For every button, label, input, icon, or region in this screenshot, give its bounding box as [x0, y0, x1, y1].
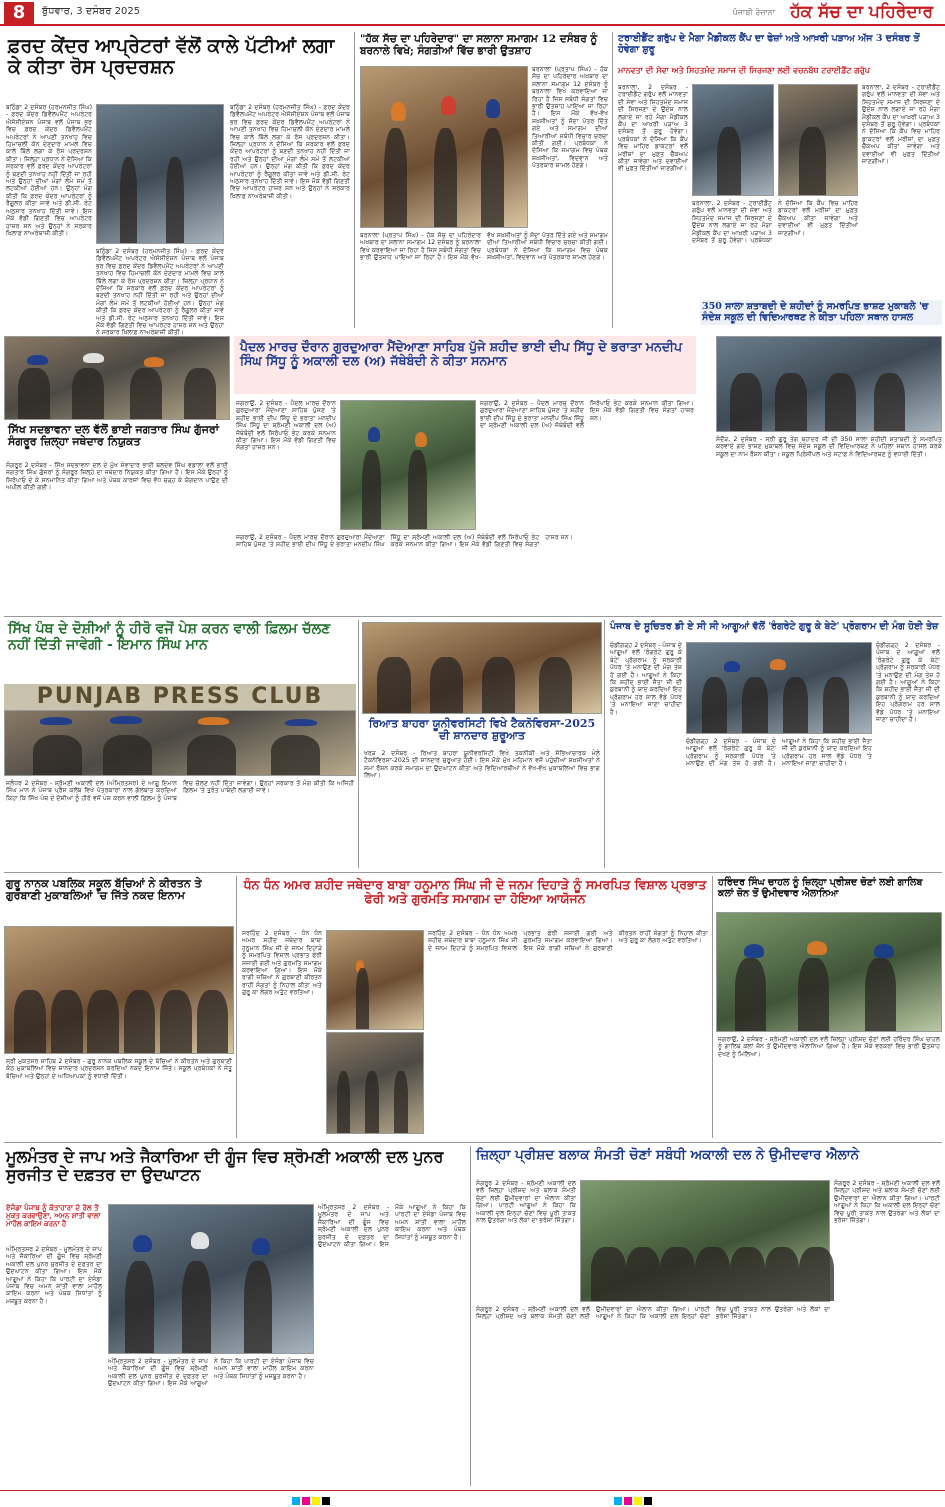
news-photo: [716, 912, 942, 1032]
news-photo-2: [778, 84, 858, 196]
article-body: ਜਲੰਧਰ 2 ਦਸੰਬਰ - ਸ਼੍ਰੋਮਣੀ ਅਕਾਲੀ ਦਲ (ਅੰਮ੍ਰਿਤਸਰ) ਦੇ ਆਗੂ ਇਮਾਨ ਸਿੰਘ ਮਾਨ ਨੇ ਪੰਜਾਬ ਪ੍ਰੈਸ ਕਲੱਬ ਵਿਖੇ ਪੱਤਰਕਾਰਾਂ ਨਾਲ ਗੱਲਬਾਤ ਕਰਦਿਆਂ ਕਿਹਾ ਕਿ ਸਿੱਖ ਪੰਥ ਦੇ ਦੋਸ਼ੀਆਂ ਨੂੰ ਹੀਰੋ ਵਜੋਂ ਪੇਸ਼ ਕਰਨ ਵਾਲੀ ਫ਼ਿਲਮ ਨੂੰ ਪੰਜਾਬ ਵਿਚ ਚੱਲਣ ਨਹੀਂ ਦਿੱਤਾ ਜਾਵੇਗਾ। ਉਨ੍ਹਾਂ ਸਰਕਾਰ ਤੋਂ ਮੰਗ ਕੀਤੀ ਕਿ ਅਜਿਹੀ ਫ਼ਿਲਮ 'ਤੇ ਤੁਰੰਤ ਪਾਬੰਦੀ ਲਗਾਈ ਜਾਵੇ।: [6, 780, 354, 802]
article-body-cont-2: ਸੰਗਰੂਰ 2 ਦਸੰਬਰ - ਸ਼੍ਰੋਮਣੀ ਅਕਾਲੀ ਦਲ ਵਲੋਂ ਜ਼ਿਲ੍ਹਾ ਪ੍ਰੀਸ਼ਦ ਅਤੇ ਬਲਾਕ ਸੰਮਤੀ ਚੋਣਾਂ ਲਈ ਉਮੀਦਵਾਰਾਂ ਦਾ ਐਲਾਨ ਕੀਤਾ ਗਿਆ। ਪਾਰਟੀ ਆਗੂਆਂ ਨੇ ਕਿਹਾ ਕਿ ਅਕਾਲੀ ਦਲ ਇਨ੍ਹਾਂ ਚੋਣਾਂ ਵਿਚ ਪੂਰੀ ਤਾਕਤ ਨਾਲ ਉਤਰੇਗਾ ਅਤੇ ਲੋਕਾਂ ਦਾ ਭਰੋਸਾ ਜਿੱਤੇਗਾ।: [834, 1180, 940, 1225]
article-candidates-announced: [474, 1146, 942, 1486]
article-trident-camp: [616, 32, 942, 300]
article-sadbhavna-dal: [4, 336, 230, 612]
headline: 350 ਸਾਲਾ ਸ਼ਤਾਬਦੀ ਦੇ ਸ਼ਹੀਦਾਂ ਨੂੰ ਸਮਰਪਿਤ ਭਾਸ਼ਣ ਮੁਕਾਬਲੇ 'ਚ ਸੰਦੇਸ਼ ਸਕੂਲ ਦੀ ਵਿਦਿਆਰਥਣ ਨੇ ਕੀਤਾ ਪਹਿਲਾ ਸਥਾਨ ਹਾਸਲ: [700, 300, 942, 325]
article-body: ਜਗਰਾਉਂ, 2 ਦਸੰਬਰ - ਸ਼੍ਰੋਮਣੀ ਅਕਾਲੀ ਦਲ ਵਲੋਂ ਜ਼ਿਲ੍ਹਾ ਪ੍ਰੀਸ਼ਦ ਚੋਣਾਂ ਲਈ ਹਰਿੰਦਰ ਸਿੰਘ ਚਾਹਲ ਨੂੰ ਗਾਲਿਬ ਕਲਾਂ ਜ਼ੋਨ ਤੋਂ ਉਮੀਦਵਾਰ ਐਲਾਨਿਆ ਗਿਆ ਹੈ। ਇਸ ਮੌਕੇ ਵਰਕਰਾਂ ਵਿਚ ਭਾਰੀ ਉਤਸ਼ਾਹ ਦੇਖਣ ਨੂੰ ਮਿਲਿਆ।: [718, 1036, 940, 1058]
news-photo: [340, 400, 476, 530]
article-body: ਜਗਰਾਉਂ, 2 ਦਸੰਬਰ - ਪੈਦਲ ਮਾਰਚ ਦੌਰਾਨ ਗੁਰਦੁਆਰਾ ਮੈਂਦੇਆਣਾ ਸਾਹਿਬ ਪੁੱਜਣ 'ਤੇ ਸ਼ਹੀਦ ਭਾਈ ਦੀਪ ਸਿੱਧੂ ਦੇ ਭਰਾਤਾ ਮਨਦੀਪ ਸਿੰਘ ਸਿੱਧੂ ਦਾ ਸ਼੍ਰੋਮਣੀ ਅਕਾਲੀ ਦਲ (ਅ) ਜੱਥੇਬੰਦੀ ਵਲੋਂ ਸਿਰੋਪਾਓ ਭੇਟ ਕਰਕੇ ਸਨਮਾਨ ਕੀਤਾ ਗਿਆ। ਇਸ ਮੌਕੇ ਵੱਡੀ ਗਿਣਤੀ ਵਿਚ ਸੰਗਤਾਂ ਹਾਜ਼ਰ ਸਨ।: [236, 400, 336, 452]
article-body-cont: ਬਰਨਾਲਾ (ਪ੍ਰਤਾਪ ਸਿੰਘ) - ਹੱਕ ਸੱਚ ਦਾ ਪਹਿਰੇਦਾਰ ਅਖ਼ਬਾਰ ਦਾ ਸਲਾਨਾ ਸਮਾਗਮ 12 ਦਸੰਬਰ ਨੂੰ ਬਰਨਾਲਾ ਵਿਖੇ ਕਰਵਾਇਆ ਜਾ ਰਿਹਾ ਹੈ ਜਿਸ ਸਬੰਧੀ ਸੰਗਤਾਂ ਵਿਚ ਭਾਰੀ ਉਤਸ਼ਾਹ ਪਾਇਆ ਜਾ ਰਿਹਾ ਹੈ। ਇਸ ਮੌਕੇ ਵੱਖ-ਵੱਖ ਸ਼ਖ਼ਸੀਅਤਾਂ ਨੂੰ ਸੱਦਾ ਪੱਤਰ ਦਿੱਤੇ ਗਏ ਅਤੇ ਸਮਾਗਮ ਦੀਆਂ ਤਿਆਰੀਆਂ ਸਬੰਧੀ ਵਿਚਾਰ ਚਰਚਾ ਕੀਤੀ ਗਈ। ਪ੍ਰਬੰਧਕਾਂ ਨੇ ਦੱਸਿਆ ਕਿ ਸਮਾਗਮ ਵਿਚ ਪੰਥਕ ਸ਼ਖ਼ਸੀਅਤਾਂ, ਵਿਦਵਾਨ ਅਤੇ ਪੱਤਰਕਾਰ ਸ਼ਾਮਲ ਹੋਣਗੇ।: [360, 232, 608, 262]
headline: ਟਰਾਈਡੈਂਟ ਗਰੁੱਪ ਦੇ ਮੈਗਾ ਮੈਡੀਕਲ ਕੈਂਪ ਦਾ ਫੇਜ਼ਾਂ ਅਤੇ ਆਖ਼ਰੀ ਪੜਾਅ ਅੱਜ 3 ਦਸੰਬਰ ਤੋਂ ਹੋਵੇਗਾ ਸ਼ੁਰੂ: [618, 33, 920, 55]
article-body-cont: ਜਗਰਾਉਂ, 2 ਦਸੰਬਰ - ਪੈਦਲ ਮਾਰਚ ਦੌਰਾਨ ਗੁਰਦੁਆਰਾ ਮੈਂਦੇਆਣਾ ਸਾਹਿਬ ਪੁੱਜਣ 'ਤੇ ਸ਼ਹੀਦ ਭਾਈ ਦੀਪ ਸਿੱਧੂ ਦੇ ਭਰਾਤਾ ਮਨਦੀਪ ਸਿੰਘ ਸਿੱਧੂ ਦਾ ਸ਼੍ਰੋਮਣੀ ਅਕਾਲੀ ਦਲ (ਅ) ਜੱਥੇਬੰਦੀ ਵਲੋਂ ਸਿਰੋਪਾਓ ਭੇਟ ਕਰਕੇ ਸਨਮਾਨ ਕੀਤਾ ਗਿਆ। ਇਸ ਮੌਕੇ ਵੱਡੀ ਗਿਣਤੀ ਵਿਚ ਸੰਗਤਾਂ ਹਾਜ਼ਰ ਸਨ।: [480, 400, 694, 430]
headline: ਹਰਿੰਦਰ ਸਿੰਘ ਚਾਹਲ ਨੂੰ ਜ਼ਿਲ੍ਹਾ ਪ੍ਰੀਸ਼ਦ ਚੋਣਾਂ ਲਈ ਗਾਲਿਬ ਕਲਾਂ ਜ਼ੋਨ ਤੋਂ ਉਮੀਦਵਾਰ ਐਲਾਨਿਆ: [718, 877, 923, 899]
press-club-banner: PUNJAB PRESS CLUB: [4, 684, 356, 710]
article-body-cont: ਸਰਹਿੰਦ 2 ਦਸੰਬਰ - ਧੰਨ ਧੰਨ ਅਮਰ ਸ਼ਹੀਦ ਜਥੇਦਾਰ ਬਾਬਾ ਹਨੂਮਾਨ ਸਿੰਘ ਜੀ ਦੇ ਜਨਮ ਦਿਹਾੜੇ ਨੂੰ ਸਮਰਪਿਤ ਵਿਸ਼ਾਲ ਪ੍ਰਭਾਤ ਫੇਰੀ ਸਜਾਈ ਗਈ ਅਤੇ ਗੁਰਮਤਿ ਸਮਾਗਮ ਕਰਵਾਇਆ ਗਿਆ। ਇਸ ਮੌਕੇ ਰਾਗੀ ਜਥਿਆਂ ਨੇ ਗੁਰਬਾਣੀ ਕੀਰਤਨ ਰਾਹੀਂ ਸੰਗਤਾਂ ਨੂੰ ਨਿਹਾਲ ਕੀਤਾ ਅਤੇ ਗੁਰੂ ਕਾ ਲੰਗਰ ਅਤੁੱਟ ਵਰਤਿਆ।: [428, 930, 708, 952]
subheadline: ਏਜੰਡਾ ਪੰਜਾਬ ਨੂੰ ਕੋਤਾਹਾਰਾ ਦੇ ਰੋਲ ਤੋਂ ਮੁਕਤ ਕਰਵਾਉਣਾ, ਅਮਨ ਸ਼ਾਂਤੀ ਵਾਲਾ ਮਾਹੌਲ ਕਾਇਮ ਕਰਨਾ ਹੈ: [6, 1203, 101, 1228]
article-body: ਅੰਮ੍ਰਿਤਸਰ 2 ਦਸੰਬਰ - ਮੂਲਮੰਤਰ ਦੇ ਜਾਪ ਅਤੇ ਜੈਕਾਰਿਆ ਦੀ ਗੂੰਜ ਵਿਚ ਸ਼੍ਰੋਮਣੀ ਅਕਾਲੀ ਦਲ ਪੁਨਰ ਸੁਰਜੀਤ ਦੇ ਦਫ਼ਤਰ ਦਾ ਉਦਘਾਟਨ ਕੀਤਾ ਗਿਆ। ਇਸ ਮੌਕੇ ਆਗੂਆਂ ਨੇ ਕਿਹਾ ਕਿ ਪਾਰਟੀ ਦਾ ਏਜੰਡਾ ਪੰਜਾਬ ਵਿਚ ਅਮਨ ਸ਼ਾਂਤੀ ਵਾਲਾ ਮਾਹੌਲ ਕਾਇਮ ਕਰਨਾ ਅਤੇ ਪੰਥਕ ਸਿਧਾਂਤਾਂ ਨੂੰ ਮਜ਼ਬੂਤ ਕਰਨਾ ਹੈ।: [6, 1246, 102, 1305]
headline: ਸਿੱਖ ਪੰਥ ਦੇ ਦੋਸ਼ੀਆਂ ਨੂੰ ਹੀਰੋ ਵਜੋਂ ਪੇਸ਼ ਕਰਨ ਵਾਲੀ ਫ਼ਿਲਮ ਚੱਲਣ ਨਹੀਂ ਦਿੱਤੀ ਜਾਵੇਗੀ - ਇਮਾਨ ਸਿੰਘ ਮਾਨ: [8, 621, 331, 653]
brand-tagline: ਪੰਜਾਬੀ ਰੋਜ਼ਾਨਾ: [732, 8, 775, 17]
news-photo: [686, 642, 872, 734]
article-body-cont: ਅੰਮ੍ਰਿਤਸਰ 2 ਦਸੰਬਰ - ਮੂਲਮੰਤਰ ਦੇ ਜਾਪ ਅਤੇ ਜੈਕਾਰਿਆ ਦੀ ਗੂੰਜ ਵਿਚ ਸ਼੍ਰੋਮਣੀ ਅਕਾਲੀ ਦਲ ਪੁਨਰ ਸੁਰਜੀਤ ਦੇ ਦਫ਼ਤਰ ਦਾ ਉਦਘਾਟਨ ਕੀਤਾ ਗਿਆ। ਇਸ ਮੌਕੇ ਆਗੂਆਂ ਨੇ ਕਿਹਾ ਕਿ ਪਾਰਟੀ ਦਾ ਏਜੰਡਾ ਪੰਜਾਬ ਵਿਚ ਅਮਨ ਸ਼ਾਂਤੀ ਵਾਲਾ ਮਾਹੌਲ ਕਾਇਮ ਕਰਨਾ ਅਤੇ ਪੰਥਕ ਸਿਧਾਂਤਾਂ ਨੂੰ ਮਜ਼ਬੂਤ ਕਰਨਾ ਹੈ।: [108, 1358, 314, 1388]
article-body: ਸਰਹਿੰਦ 2 ਦਸੰਬਰ - ਧੰਨ ਧੰਨ ਅਮਰ ਸ਼ਹੀਦ ਜਥੇਦਾਰ ਬਾਬਾ ਹਨੂਮਾਨ ਸਿੰਘ ਜੀ ਦੇ ਜਨਮ ਦਿਹਾੜੇ ਨੂੰ ਸਮਰਪਿਤ ਵਿਸ਼ਾਲ ਪ੍ਰਭਾਤ ਫੇਰੀ ਸਜਾਈ ਗਈ ਅਤੇ ਗੁਰਮਤਿ ਸਮਾਗਮ ਕਰਵਾਇਆ ਗਿਆ। ਇਸ ਮੌਕੇ ਰਾਗੀ ਜਥਿਆਂ ਨੇ ਗੁਰਬਾਣੀ ਕੀਰਤਨ ਰਾਹੀਂ ਸੰਗਤਾਂ ਨੂੰ ਨਿਹਾਲ ਕੀਤਾ ਅਤੇ ਗੁਰੂ ਕਾ ਲੰਗਰ ਅਤੁੱਟ ਵਰਤਿਆ।: [242, 930, 322, 997]
masthead: [0, 0, 945, 26]
article-annual-function: [358, 32, 610, 328]
headline: ਧੰਨ ਧੰਨ ਅਮਰ ਸ਼ਹੀਦ ਜਥੇਦਾਰ ਬਾਬਾ ਹਨੂਮਾਨ ਸਿੰਘ ਜੀ ਦੇ ਜਨਮ ਦਿਹਾੜੇ ਨੂੰ ਸਮਰਪਿਤ ਵਿਸ਼ਾਲ ਪ੍ਰਭਾਤ ਫੇਰੀ ਅਤੇ ਗੁਰਮਤਿ ਸਮਾਗਮ ਦਾ ਹੋਇਆ ਆਯੋਜਨ: [243, 877, 707, 906]
article-body-cont: ਬਰਨਾਲਾ, 2 ਦਸੰਬਰ - ਟਰਾਈਡੈਂਟ ਗਰੁੱਪ ਵਲੋਂ ਮਾਨਵਤਾ ਦੀ ਸੇਵਾ ਅਤੇ ਸਿਹਤਮੰਦ ਸਮਾਜ ਦੀ ਸਿਰਜਣਾ ਦੇ ਉਦੇਸ਼ ਨਾਲ ਲਗਾਏ ਜਾ ਰਹੇ ਮੈਗਾ ਮੈਡੀਕਲ ਕੈਂਪ ਦਾ ਆਖ਼ਰੀ ਪੜਾਅ 3 ਦਸੰਬਰ ਤੋਂ ਸ਼ੁਰੂ ਹੋਵੇਗਾ। ਪ੍ਰਬੰਧਕਾਂ ਨੇ ਦੱਸਿਆ ਕਿ ਕੈਂਪ ਵਿਚ ਮਾਹਿਰ ਡਾਕਟਰਾਂ ਵਲੋਂ ਮਰੀਜ਼ਾਂ ਦਾ ਮੁਫ਼ਤ ਚੈੱਕਅਪ ਕੀਤਾ ਜਾਵੇਗਾ ਅਤੇ ਦਵਾਈਆਂ ਵੀ ਮੁਫ਼ਤ ਦਿੱਤੀਆਂ ਜਾਣਗੀਆਂ।: [692, 200, 858, 245]
article-body-cont: ਬਠਿੰਡਾ 2 ਦਸੰਬਰ (ਹਰਮਨਜੀਤ ਸਿੰਘ) - ਫ਼ਰਦ ਕੇਂਦਰ ਡਿਵੈਲਪਮੈਂਟ ਅਪਰੇਟਰ ਐਸੋਸੀਏਸ਼ਨ ਪੰਜਾਬ ਵਲੋਂ ਪੰਜਾਬ ਭਰ ਵਿਚ ਫ਼ਰਦ ਕੇਂਦਰ ਡਿਵੈਲਪਮੈਂਟ ਅਪਰੇਟਰਾਂ ਨੇ ਆਪਣੀ ਤਨਖਾਹ ਵਿਚ ਹਿਮਾਚਲੀ ਕੋਨ ਦੇਣਦਾਰ ਮਾਮਲੇ ਵਿਚ ਕਾਲੇ ਬਿੱਲੇ ਲਗਾ ਕੇ ਰੋਸ ਪ੍ਰਦਰਸ਼ਨ ਕੀਤਾ। ਜ਼ਿਲ੍ਹਾ ਪ੍ਰਧਾਨ ਨੇ ਦੱਸਿਆ ਕਿ ਸਰਕਾਰ ਵਲੋਂ ਫ਼ਰਦ ਕੇਂਦਰ ਆਪਰੇਟਰਾਂ ਨੂੰ ਬਣਦੀ ਤਨਖਾਹ ਨਹੀਂ ਦਿੱਤੀ ਜਾ ਰਹੀ ਅਤੇ ਉਨ੍ਹਾਂ ਦੀਆਂ ਮੰਗਾਂ ਲੰਮੇ ਸਮੇਂ ਤੋਂ ਲਟਕੀਆਂ ਹੋਈਆਂ ਹਨ। ਉਨ੍ਹਾਂ ਮੰਗ ਕੀਤੀ ਕਿ ਫ਼ਰਦ ਕੇਂਦਰ ਆਪਰੇਟਰਾਂ ਨੂੰ ਰੈਗੂਲਰ ਕੀਤਾ ਜਾਵੇ ਅਤੇ ਡੀ.ਸੀ. ਰੇਟ ਅਨੁਸਾਰ ਤਨਖਾਹ ਦਿੱਤੀ ਜਾਵੇ। ਇਸ ਮੌਕੇ ਵੱਡੀ ਗਿਣਤੀ ਵਿਚ ਆਪਰੇਟਰ ਹਾਜ਼ਰ ਸਨ ਅਤੇ ਉਨ੍ਹਾਂ ਨੇ ਸਰਕਾਰ ਖ਼ਿਲਾਫ਼ ਨਾਅਰੇਬਾਜ਼ੀ ਕੀਤੀ।: [96, 248, 224, 337]
page-number: 8: [4, 2, 34, 24]
article-body: ਬਰਨਾਲਾ (ਪ੍ਰਤਾਪ ਸਿੰਘ) - ਹੱਕ ਸੱਚ ਦਾ ਪਹਿਰੇਦਾਰ ਅਖ਼ਬਾਰ ਦਾ ਸਲਾਨਾ ਸਮਾਗਮ 12 ਦਸੰਬਰ ਨੂੰ ਬਰਨਾਲਾ ਵਿਖੇ ਕਰਵਾਇਆ ਜਾ ਰਿਹਾ ਹੈ ਜਿਸ ਸਬੰਧੀ ਸੰਗਤਾਂ ਵਿਚ ਭਾਰੀ ਉਤਸ਼ਾਹ ਪਾਇਆ ਜਾ ਰਿਹਾ ਹੈ। ਇਸ ਮੌਕੇ ਵੱਖ-ਵੱਖ ਸ਼ਖ਼ਸੀਅਤਾਂ ਨੂੰ ਸੱਦਾ ਪੱਤਰ ਦਿੱਤੇ ਗਏ ਅਤੇ ਸਮਾਗਮ ਦੀਆਂ ਤਿਆਰੀਆਂ ਸਬੰਧੀ ਵਿਚਾਰ ਚਰਚਾ ਕੀਤੀ ਗਈ। ਪ੍ਰਬੰਧਕਾਂ ਨੇ ਦੱਸਿਆ ਕਿ ਸਮਾਗਮ ਵਿਚ ਪੰਥਕ ਸ਼ਖ਼ਸੀਅਤਾਂ, ਵਿਦਵਾਨ ਅਤੇ ਪੱਤਰਕਾਰ ਸ਼ਾਮਲ ਹੋਣਗੇ।: [532, 66, 608, 170]
article-farad-protest: [4, 32, 352, 337]
article-deep-sidhu: [234, 336, 696, 612]
registration-mark-icon: [302, 1497, 310, 1505]
article-body: ਸੰਦੌੜ, 2 ਦਸੰਬਰ - ਸ੍ਰੀ ਗੁਰੂ ਤੇਗ ਬਹਾਦਰ ਜੀ ਦੀ 350 ਸਾਲਾ ਸ਼ਹੀਦੀ ਸ਼ਤਾਬਦੀ ਨੂੰ ਸਮਰਪਿਤ ਕਰਵਾਏ ਗਏ ਭਾਸ਼ਣ ਮੁਕਾਬਲੇ ਵਿਚ ਸੰਦੇਸ਼ ਸਕੂਲ ਦੀ ਵਿਦਿਆਰਥਣ ਨੇ ਪਹਿਲਾ ਸਥਾਨ ਹਾਸਲ ਕਰਕੇ ਸਕੂਲ ਦਾ ਨਾਮ ਰੌਸ਼ਨ ਕੀਤਾ। ਸਕੂਲ ਪ੍ਰਿੰਸੀਪਲ ਅਤੇ ਸਟਾਫ਼ ਨੇ ਵਿਦਿਆਰਥਣ ਨੂੰ ਵਧਾਈ ਦਿੱਤੀ।: [716, 436, 942, 458]
article-body-cont-2: ਅੰਮ੍ਰਿਤਸਰ 2 ਦਸੰਬਰ - ਮੂਲਮੰਤਰ ਦੇ ਜਾਪ ਅਤੇ ਜੈਕਾਰਿਆ ਦੀ ਗੂੰਜ ਵਿਚ ਸ਼੍ਰੋਮਣੀ ਅਕਾਲੀ ਦਲ ਪੁਨਰ ਸੁਰਜੀਤ ਦੇ ਦਫ਼ਤਰ ਦਾ ਉਦਘਾਟਨ ਕੀਤਾ ਗਿਆ। ਇਸ ਮੌਕੇ ਆਗੂਆਂ ਨੇ ਕਿਹਾ ਕਿ ਪਾਰਟੀ ਦਾ ਏਜੰਡਾ ਪੰਜਾਬ ਵਿਚ ਅਮਨ ਸ਼ਾਂਤੀ ਵਾਲਾ ਮਾਹੌਲ ਕਾਇਮ ਕਰਨਾ ਅਤੇ ਪੰਥਕ ਸਿਧਾਂਤਾਂ ਨੂੰ ਮਜ਼ਬੂਤ ਕਰਨਾ ਹੈ।: [318, 1204, 466, 1249]
article-body-cont: ਸੰਗਰੂਰ 2 ਦਸੰਬਰ - ਸ਼੍ਰੋਮਣੀ ਅਕਾਲੀ ਦਲ ਵਲੋਂ ਜ਼ਿਲ੍ਹਾ ਪ੍ਰੀਸ਼ਦ ਅਤੇ ਬਲਾਕ ਸੰਮਤੀ ਚੋਣਾਂ ਲਈ ਉਮੀਦਵਾਰਾਂ ਦਾ ਐਲਾਨ ਕੀਤਾ ਗਿਆ। ਪਾਰਟੀ ਆਗੂਆਂ ਨੇ ਕਿਹਾ ਕਿ ਅਕਾਲੀ ਦਲ ਇਨ੍ਹਾਂ ਚੋਣਾਂ ਵਿਚ ਪੂਰੀ ਤਾਕਤ ਨਾਲ ਉਤਰੇਗਾ ਅਤੇ ਲੋਕਾਂ ਦਾ ਭਰੋਸਾ ਜਿੱਤੇਗਾ।: [476, 1306, 830, 1321]
news-photo: [108, 1204, 314, 1354]
headline: ਗੁਰੂ ਨਾਨਕ ਪਬਲਿਕ ਸਕੂਲ ਬੱਚਿਆਂ ਨੇ ਕੀਰਤਨ ਤੇ ਗੁਰਬਾਣੀ ਮੁਕਾਬਲਿਆਂ 'ਚ ਜਿੱਤੇ ਨਕਦ ਇਨਾਮ: [6, 877, 202, 903]
registration-mark-icon: [312, 1497, 320, 1505]
registration-mark-icon: [292, 1497, 300, 1505]
subheadline: ਮਾਨਵਤਾ ਦੀ ਸੇਵਾ ਅਤੇ ਸਿਹਤਮੰਦ ਸਮਾਜ ਦੀ ਸਿਰਜਣਾ ਲਈ ਵਚਨਬੱਧ ਟਰਾਈਡੈਂਟ ਗਰੁੱਪ: [618, 65, 870, 75]
news-photo: [4, 336, 230, 420]
article-chahal-candidate: [716, 876, 942, 1138]
headline: ਜ਼ਿਲ੍ਹਾ ਪ੍ਰੀਸ਼ਦ ਬਲਾਕ ਸੰਮਤੀ ਚੋਣਾਂ ਸਬੰਧੀ ਅਕਾਲੀ ਦਲ ਨੇ ਉਮੀਦਵਾਰ ਐਲਾਨੇ: [476, 1147, 860, 1163]
article-prabhat-pheri: [240, 876, 710, 1138]
headline: ਪੈਦਲ ਮਾਰਚ ਦੌਰਾਨ ਗੁਰਦੁਆਰਾ ਮੈਂਦੇਆਣਾ ਸਾਹਿਬ ਪੁੱਜੇ ਸ਼ਹੀਦ ਭਾਈ ਦੀਪ ਸਿੱਧੂ ਦੇ ਭਰਾਤਾ ਮਨਦੀਪ ਸਿੰਘ ਸਿੱਧੂ ਨੂੰ ਅਕਾਲੀ ਦਲ (ਅ) ਜੱਥੇਬੰਦੀ ਨੇ ਕੀਤਾ ਸਨਮਾਨ: [240, 339, 683, 368]
news-photo: [326, 930, 424, 1030]
article-kirtan-contest: [4, 876, 234, 1138]
news-photo: [96, 104, 224, 244]
article-body: ਖਰੜ 2 ਦਸੰਬਰ - ਰਿਆਤ ਬਾਹਰਾ ਯੂਨੀਵਰਸਿਟੀ ਵਿਖੇ ਤਕਨੀਕੀ ਅਤੇ ਸੱਭਿਆਚਾਰਕ ਮੇਲੇ ਟੈਕਨੋਵਿਰਸਾ-2025 ਦੀ ਸ਼ਾਨਦਾਰ ਸ਼ੁਰੂਆਤ ਹੋਈ। ਇਸ ਮੌਕੇ ਮੁੱਖ ਮਹਿਮਾਨ ਵਜੋਂ ਪਹੁੰਚੀਆਂ ਸ਼ਖ਼ਸੀਅਤਾਂ ਨੇ ਸ਼ਮਾ ਰੌਸ਼ਨ ਕਰਕੇ ਸਮਾਗਮ ਦਾ ਉਦਘਾਟਨ ਕੀਤਾ ਅਤੇ ਵਿਦਿਆਰਥੀਆਂ ਨੇ ਵੱਖ-ਵੱਖ ਮੁਕਾਬਲਿਆਂ ਵਿਚ ਭਾਗ ਲਿਆ।: [364, 750, 600, 780]
article-body-cont-2: ਜਗਰਾਉਂ, 2 ਦਸੰਬਰ - ਪੈਦਲ ਮਾਰਚ ਦੌਰਾਨ ਗੁਰਦੁਆਰਾ ਮੈਂਦੇਆਣਾ ਸਾਹਿਬ ਪੁੱਜਣ 'ਤੇ ਸ਼ਹੀਦ ਭਾਈ ਦੀਪ ਸਿੱਧੂ ਦੇ ਭਰਾਤਾ ਮਨਦੀਪ ਸਿੰਘ ਸਿੱਧੂ ਦਾ ਸ਼੍ਰੋਮਣੀ ਅਕਾਲੀ ਦਲ (ਅ) ਜੱਥੇਬੰਦੀ ਵਲੋਂ ਸਿਰੋਪਾਓ ਭੇਟ ਕਰਕੇ ਸਨਮਾਨ ਕੀਤਾ ਗਿਆ। ਇਸ ਮੌਕੇ ਵੱਡੀ ਗਿਣਤੀ ਵਿਚ ਸੰਗਤਾਂ ਹਾਜ਼ਰ ਸਨ।: [236, 534, 573, 549]
registration-mark-icon: [322, 1497, 330, 1505]
headline: ਰਿਆਤ ਬਾਹਰਾ ਯੂਨੀਵਰਸਿਟੀ ਵਿਖੇ ਟੈਕਨੋਵਿਰਸਾ-2025 ਦੀ ਸ਼ਾਨਦਾਰ ਸ਼ੁਰੂਆਤ: [368, 717, 596, 743]
article-rangrete-program: [608, 620, 942, 868]
brand-title: ਹੱਕ ਸੱਚ ਦਾ ਪਹਿਰੇਦਾਰ: [790, 2, 933, 22]
registration-mark-icon: [614, 1497, 622, 1505]
registration-mark-icon: [624, 1497, 632, 1505]
registration-mark-icon: [644, 1497, 652, 1505]
article-body: ਬਠਿੰਡਾ 2 ਦਸੰਬਰ (ਹਰਮਨਜੀਤ ਸਿੰਘ) - ਫ਼ਰਦ ਕੇਂਦਰ ਡਿਵੈਲਪਮੈਂਟ ਅਪਰੇਟਰ ਐਸੋਸੀਏਸ਼ਨ ਪੰਜਾਬ ਵਲੋਂ ਪੰਜਾਬ ਭਰ ਵਿਚ ਫ਼ਰਦ ਕੇਂਦਰ ਡਿਵੈਲਪਮੈਂਟ ਅਪਰੇਟਰਾਂ ਨੇ ਆਪਣੀ ਤਨਖਾਹ ਵਿਚ ਹਿਮਾਚਲੀ ਕੋਨ ਦੇਣਦਾਰ ਮਾਮਲੇ ਵਿਚ ਕਾਲੇ ਬਿੱਲੇ ਲਗਾ ਕੇ ਰੋਸ ਪ੍ਰਦਰਸ਼ਨ ਕੀਤਾ। ਜ਼ਿਲ੍ਹਾ ਪ੍ਰਧਾਨ ਨੇ ਦੱਸਿਆ ਕਿ ਸਰਕਾਰ ਵਲੋਂ ਫ਼ਰਦ ਕੇਂਦਰ ਆਪਰੇਟਰਾਂ ਨੂੰ ਬਣਦੀ ਤਨਖਾਹ ਨਹੀਂ ਦਿੱਤੀ ਜਾ ਰਹੀ ਅਤੇ ਉਨ੍ਹਾਂ ਦੀਆਂ ਮੰਗਾਂ ਲੰਮੇ ਸਮੇਂ ਤੋਂ ਲਟਕੀਆਂ ਹੋਈਆਂ ਹਨ। ਉਨ੍ਹਾਂ ਮੰਗ ਕੀਤੀ ਕਿ ਫ਼ਰਦ ਕੇਂਦਰ ਆਪਰੇਟਰਾਂ ਨੂੰ ਰੈਗੂਲਰ ਕੀਤਾ ਜਾਵੇ ਅਤੇ ਡੀ.ਸੀ. ਰੇਟ ਅਨੁਸਾਰ ਤਨਖਾਹ ਦਿੱਤੀ ਜਾਵੇ। ਇਸ ਮੌਕੇ ਵੱਡੀ ਗਿਣਤੀ ਵਿਚ ਆਪਰੇਟਰ ਹਾਜ਼ਰ ਸਨ ਅਤੇ ਉਨ੍ਹਾਂ ਨੇ ਸਰਕਾਰ ਖ਼ਿਲਾਫ਼ ਨਾਅਰੇਬਾਜ਼ੀ ਕੀਤੀ।: [6, 104, 92, 237]
headline: ਫ਼ਰਦ ਕੇਂਦਰ ਆਪ੍ਰੇਟਰਾਂ ਵੱਲੋਂ ਕਾਲੇ ਪੱਟੀਆਂ ਲਗਾ ਕੇ ਕੀਤਾ ਰੋਸ ਪ੍ਰਦਰਸ਼ਨ: [8, 35, 335, 79]
issue-date: ਬੁੱਧਵਾਰ, 3 ਦਸੰਬਰ 2025: [42, 6, 141, 17]
news-photo: [692, 84, 774, 196]
news-photo: [360, 66, 528, 228]
article-office-inauguration: [4, 1146, 468, 1486]
headline: "ਹੱਕ ਸੱਚ ਦਾ ਪਹਿਰੇਦਾਰ" ਦਾ ਸਲਾਨਾ ਸਮਾਗਮ 12 ਦਸੰਬਰ ਨੂੰ ਬਰਨਾਲੇ ਵਿਖੇ; ਸੰਗਤੀਆਂ ਵਿੱਚ ਭਾਰੀ ਉਤਸ਼ਾਹ: [360, 33, 598, 57]
news-photo: [4, 926, 234, 1054]
article-body: ਸੰਗਰੂਰ 2 ਦਸੰਬਰ - ਸ਼੍ਰੋਮਣੀ ਅਕਾਲੀ ਦਲ ਵਲੋਂ ਜ਼ਿਲ੍ਹਾ ਪ੍ਰੀਸ਼ਦ ਅਤੇ ਬਲਾਕ ਸੰਮਤੀ ਚੋਣਾਂ ਲਈ ਉਮੀਦਵਾਰਾਂ ਦਾ ਐਲਾਨ ਕੀਤਾ ਗਿਆ। ਪਾਰਟੀ ਆਗੂਆਂ ਨੇ ਕਿਹਾ ਕਿ ਅਕਾਲੀ ਦਲ ਇਨ੍ਹਾਂ ਚੋਣਾਂ ਵਿਚ ਪੂਰੀ ਤਾਕਤ ਨਾਲ ਉਤਰੇਗਾ ਅਤੇ ਲੋਕਾਂ ਦਾ ਭਰੋਸਾ ਜਿੱਤੇਗਾ।: [476, 1180, 576, 1225]
news-photo: [4, 710, 356, 776]
article-speech-contest: [700, 300, 942, 612]
article-film-protest: [4, 620, 356, 868]
article-body-cont-2: ਬਠਿੰਡਾ 2 ਦਸੰਬਰ (ਹਰਮਨਜੀਤ ਸਿੰਘ) - ਫ਼ਰਦ ਕੇਂਦਰ ਡਿਵੈਲਪਮੈਂਟ ਅਪਰੇਟਰ ਐਸੋਸੀਏਸ਼ਨ ਪੰਜਾਬ ਵਲੋਂ ਪੰਜਾਬ ਭਰ ਵਿਚ ਫ਼ਰਦ ਕੇਂਦਰ ਡਿਵੈਲਪਮੈਂਟ ਅਪਰੇਟਰਾਂ ਨੇ ਆਪਣੀ ਤਨਖਾਹ ਵਿਚ ਹਿਮਾਚਲੀ ਕੋਨ ਦੇਣਦਾਰ ਮਾਮਲੇ ਵਿਚ ਕਾਲੇ ਬਿੱਲੇ ਲਗਾ ਕੇ ਰੋਸ ਪ੍ਰਦਰਸ਼ਨ ਕੀਤਾ। ਜ਼ਿਲ੍ਹਾ ਪ੍ਰਧਾਨ ਨੇ ਦੱਸਿਆ ਕਿ ਸਰਕਾਰ ਵਲੋਂ ਫ਼ਰਦ ਕੇਂਦਰ ਆਪਰੇਟਰਾਂ ਨੂੰ ਬਣਦੀ ਤਨਖਾਹ ਨਹੀਂ ਦਿੱਤੀ ਜਾ ਰਹੀ ਅਤੇ ਉਨ੍ਹਾਂ ਦੀਆਂ ਮੰਗਾਂ ਲੰਮੇ ਸਮੇਂ ਤੋਂ ਲਟਕੀਆਂ ਹੋਈਆਂ ਹਨ। ਉਨ੍ਹਾਂ ਮੰਗ ਕੀਤੀ ਕਿ ਫ਼ਰਦ ਕੇਂਦਰ ਆਪਰੇਟਰਾਂ ਨੂੰ ਰੈਗੂਲਰ ਕੀਤਾ ਜਾਵੇ ਅਤੇ ਡੀ.ਸੀ. ਰੇਟ ਅਨੁਸਾਰ ਤਨਖਾਹ ਦਿੱਤੀ ਜਾਵੇ। ਇਸ ਮੌਕੇ ਵੱਡੀ ਗਿਣਤੀ ਵਿਚ ਆਪਰੇਟਰ ਹਾਜ਼ਰ ਸਨ ਅਤੇ ਉਨ੍ਹਾਂ ਨੇ ਸਰਕਾਰ ਖ਼ਿਲਾਫ਼ ਨਾਅਰੇਬਾਜ਼ੀ ਕੀਤੀ।: [230, 104, 350, 200]
article-rayat-bahra: [362, 620, 602, 868]
headline: ਮੂਲਮੰਤਰ ਦੇ ਜਾਪ ਅਤੇ ਜੈਕਾਰਿਆ ਦੀ ਗੂੰਜ ਵਿਚ ਸ਼੍ਰੋਮਣੀ ਅਕਾਲੀ ਦਲ ਪੁਨਰ ਸੁਰਜੀਤ ਦੇ ਦਫ਼ਤਰ ਦਾ ਉਦਘਾਟਨ: [6, 1147, 444, 1184]
article-body: ਸ੍ਰੀ ਮੁਕਤਸਰ ਸਾਹਿਬ 2 ਦਸੰਬਰ - ਗੁਰੂ ਨਾਨਕ ਪਬਲਿਕ ਸਕੂਲ ਦੇ ਬੱਚਿਆਂ ਨੇ ਕੀਰਤਨ ਅਤੇ ਗੁਰਬਾਣੀ ਕੰਠ ਮੁਕਾਬਲਿਆਂ ਵਿਚ ਸ਼ਾਨਦਾਰ ਪ੍ਰਦਰਸ਼ਨ ਕਰਦਿਆਂ ਨਕਦ ਇਨਾਮ ਜਿੱਤੇ। ਸਕੂਲ ਪ੍ਰਬੰਧਕਾਂ ਨੇ ਜੇਤੂ ਬੱਚਿਆਂ ਅਤੇ ਉਨ੍ਹਾਂ ਦੇ ਅਧਿਆਪਕਾਂ ਨੂੰ ਵਧਾਈ ਦਿੱਤੀ।: [6, 1058, 232, 1080]
article-body: ਚੰਡੀਗੜ੍ਹ 2 ਦਸੰਬਰ - ਪੰਜਾਬ ਦੇ ਆਗੂਆਂ ਵਲੋਂ 'ਰੰਗਰੇਟੇ ਗੁਰੂ ਕੇ ਬੇਟੇ' ਪ੍ਰੋਗਰਾਮ ਨੂੰ ਸਰਕਾਰੀ ਪੱਧਰ 'ਤੇ ਮਨਾਉਣ ਦੀ ਮੰਗ ਤੇਜ਼ ਹੋ ਗਈ ਹੈ। ਆਗੂਆਂ ਨੇ ਕਿਹਾ ਕਿ ਸ਼ਹੀਦ ਭਾਈ ਜੈਤਾ ਜੀ ਦੀ ਕੁਰਬਾਨੀ ਨੂੰ ਯਾਦ ਕਰਦਿਆਂ ਇਹ ਪ੍ਰੋਗਰਾਮ ਹਰ ਸਾਲ ਵੱਡੇ ਪੱਧਰ 'ਤੇ ਮਨਾਇਆ ਜਾਣਾ ਚਾਹੀਦਾ ਹੈ।: [610, 642, 682, 716]
article-body: ਬਰਨਾਲਾ, 2 ਦਸੰਬਰ - ਟਰਾਈਡੈਂਟ ਗਰੁੱਪ ਵਲੋਂ ਮਾਨਵਤਾ ਦੀ ਸੇਵਾ ਅਤੇ ਸਿਹਤਮੰਦ ਸਮਾਜ ਦੀ ਸਿਰਜਣਾ ਦੇ ਉਦੇਸ਼ ਨਾਲ ਲਗਾਏ ਜਾ ਰਹੇ ਮੈਗਾ ਮੈਡੀਕਲ ਕੈਂਪ ਦਾ ਆਖ਼ਰੀ ਪੜਾਅ 3 ਦਸੰਬਰ ਤੋਂ ਸ਼ੁਰੂ ਹੋਵੇਗਾ। ਪ੍ਰਬੰਧਕਾਂ ਨੇ ਦੱਸਿਆ ਕਿ ਕੈਂਪ ਵਿਚ ਮਾਹਿਰ ਡਾਕਟਰਾਂ ਵਲੋਂ ਮਰੀਜ਼ਾਂ ਦਾ ਮੁਫ਼ਤ ਚੈੱਕਅਪ ਕੀਤਾ ਜਾਵੇਗਾ ਅਤੇ ਦਵਾਈਆਂ ਵੀ ਮੁਫ਼ਤ ਦਿੱਤੀਆਂ ਜਾਣਗੀਆਂ।: [618, 84, 688, 173]
news-photo-2: [326, 1032, 424, 1134]
news-photo: [716, 336, 942, 432]
headline: ਪੰਜਾਬ ਦੇ ਸੂਚਿਤਰ ਡੀ ਏ ਸੀ ਸੀ ਆਗੂਆਂ ਵੱਲੋਂ 'ਰੰਗਰੇਟੇ ਗੁਰੂ ਕੇ ਬੇਟੇ' ਪ੍ਰੋਗਰਾਮ ਦੀ ਮੰਗ ਹੋਈ ਤੇਜ਼: [610, 621, 939, 632]
article-body-cont-2: ਚੰਡੀਗੜ੍ਹ 2 ਦਸੰਬਰ - ਪੰਜਾਬ ਦੇ ਆਗੂਆਂ ਵਲੋਂ 'ਰੰਗਰੇਟੇ ਗੁਰੂ ਕੇ ਬੇਟੇ' ਪ੍ਰੋਗਰਾਮ ਨੂੰ ਸਰਕਾਰੀ ਪੱਧਰ 'ਤੇ ਮਨਾਉਣ ਦੀ ਮੰਗ ਤੇਜ਼ ਹੋ ਗਈ ਹੈ। ਆਗੂਆਂ ਨੇ ਕਿਹਾ ਕਿ ਸ਼ਹੀਦ ਭਾਈ ਜੈਤਾ ਜੀ ਦੀ ਕੁਰਬਾਨੀ ਨੂੰ ਯਾਦ ਕਰਦਿਆਂ ਇਹ ਪ੍ਰੋਗਰਾਮ ਹਰ ਸਾਲ ਵੱਡੇ ਪੱਧਰ 'ਤੇ ਮਨਾਇਆ ਜਾਣਾ ਚਾਹੀਦਾ ਹੈ।: [876, 642, 940, 724]
news-photo: [362, 622, 602, 714]
article-body-cont-2: ਬਰਨਾਲਾ, 2 ਦਸੰਬਰ - ਟਰਾਈਡੈਂਟ ਗਰੁੱਪ ਵਲੋਂ ਮਾਨਵਤਾ ਦੀ ਸੇਵਾ ਅਤੇ ਸਿਹਤਮੰਦ ਸਮਾਜ ਦੀ ਸਿਰਜਣਾ ਦੇ ਉਦੇਸ਼ ਨਾਲ ਲਗਾਏ ਜਾ ਰਹੇ ਮੈਗਾ ਮੈਡੀਕਲ ਕੈਂਪ ਦਾ ਆਖ਼ਰੀ ਪੜਾਅ 3 ਦਸੰਬਰ ਤੋਂ ਸ਼ੁਰੂ ਹੋਵੇਗਾ। ਪ੍ਰਬੰਧਕਾਂ ਨੇ ਦੱਸਿਆ ਕਿ ਕੈਂਪ ਵਿਚ ਮਾਹਿਰ ਡਾਕਟਰਾਂ ਵਲੋਂ ਮਰੀਜ਼ਾਂ ਦਾ ਮੁਫ਼ਤ ਚੈੱਕਅਪ ਕੀਤਾ ਜਾਵੇਗਾ ਅਤੇ ਦਵਾਈਆਂ ਵੀ ਮੁਫ਼ਤ ਦਿੱਤੀਆਂ ਜਾਣਗੀਆਂ।: [862, 84, 940, 166]
article-body-cont: ਚੰਡੀਗੜ੍ਹ 2 ਦਸੰਬਰ - ਪੰਜਾਬ ਦੇ ਆਗੂਆਂ ਵਲੋਂ 'ਰੰਗਰੇਟੇ ਗੁਰੂ ਕੇ ਬੇਟੇ' ਪ੍ਰੋਗਰਾਮ ਨੂੰ ਸਰਕਾਰੀ ਪੱਧਰ 'ਤੇ ਮਨਾਉਣ ਦੀ ਮੰਗ ਤੇਜ਼ ਹੋ ਗਈ ਹੈ। ਆਗੂਆਂ ਨੇ ਕਿਹਾ ਕਿ ਸ਼ਹੀਦ ਭਾਈ ਜੈਤਾ ਜੀ ਦੀ ਕੁਰਬਾਨੀ ਨੂੰ ਯਾਦ ਕਰਦਿਆਂ ਇਹ ਪ੍ਰੋਗਰਾਮ ਹਰ ਸਾਲ ਵੱਡੇ ਪੱਧਰ 'ਤੇ ਮਨਾਇਆ ਜਾਣਾ ਚਾਹੀਦਾ ਹੈ।: [686, 738, 872, 768]
news-photo: [580, 1180, 830, 1302]
article-body: ਸੰਗਰੂਰ 2 ਦਸੰਬਰ - ਸਿੱਖ ਸਦਭਾਵਨਾ ਦਲ ਦੇ ਮੁੱਖ ਸੇਵਾਦਾਰ ਭਾਈ ਬਲਦੇਵ ਸਿੰਘ ਵਡਾਲਾ ਵਲੋਂ ਭਾਈ ਜਗਤਾਰ ਸਿੰਘ ਗੁੱਜਰਾਂ ਨੂੰ ਸੰਗਰੂਰ ਜ਼ਿਲ੍ਹੇ ਦਾ ਜਥੇਦਾਰ ਨਿਯੁਕਤ ਕੀਤਾ ਗਿਆ ਹੈ। ਇਸ ਮੌਕੇ ਉਨ੍ਹਾਂ ਨੂੰ ਸਿਰੋਪਾਓ ਦੇ ਕੇ ਸਨਮਾਨਿਤ ਕੀਤਾ ਗਿਆ ਅਤੇ ਪੰਥਕ ਕਾਰਜਾਂ ਵਿਚ ਵੱਧ ਚੜ੍ਹ ਕੇ ਯੋਗਦਾਨ ਪਾਉਣ ਦੀ ਅਪੀਲ ਕੀਤੀ ਗਈ।: [6, 462, 228, 492]
registration-mark-icon: [634, 1497, 642, 1505]
headline: ਸਿੱਖ ਸਦਭਾਵਨਾ ਦਲ ਵੱਲੋਂ ਭਾਈ ਜਗਤਾਰ ਸਿੰਘ ਗੁੱਜਰਾਂ ਸੰਗਰੂਰ ਜ਼ਿਲ੍ਹਾ ਜਥੇਦਾਰ ਨਿਯੁਕਤ: [8, 423, 219, 449]
